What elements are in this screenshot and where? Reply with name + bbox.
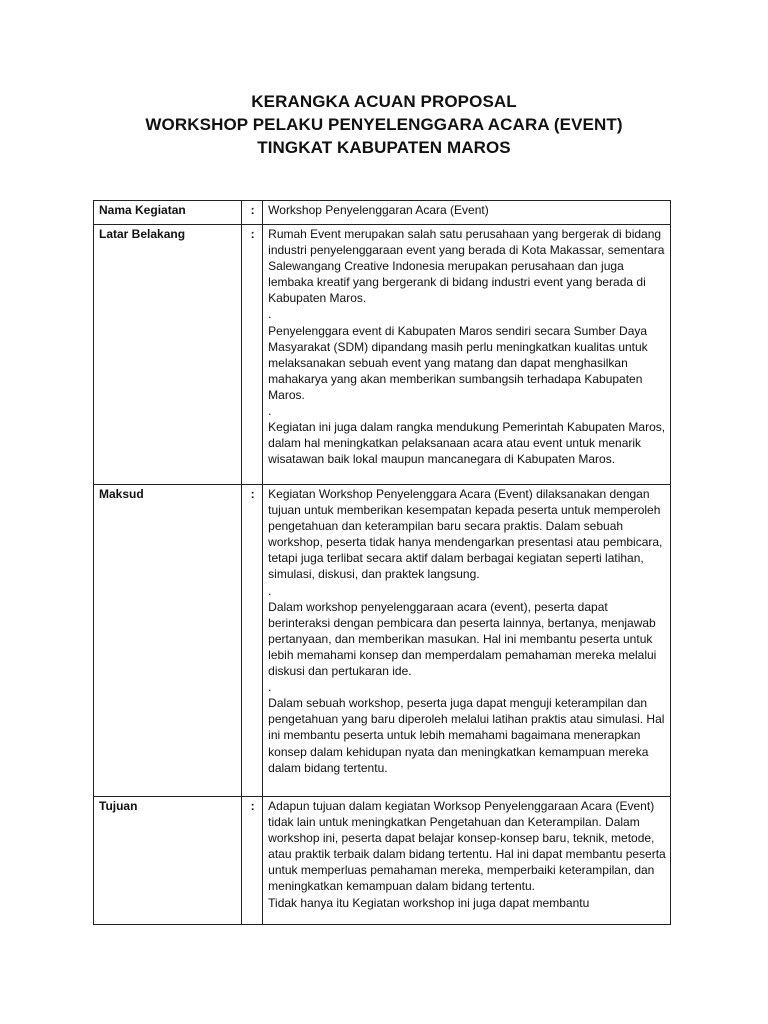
row-content: [263, 201, 671, 225]
paragraph: Kegiatan Workshop Penyelenggara Acara (Event) dilaksanakan dengan tujuan untuk memberikan kesempatan kepada peserta untuk memperoleh pengetahuan dan keterampilan baru secara praktis. Dalam sebuah workshop, peserta tidak hanya mendengarkan presentasi atau pembicara, tetapi juga terlibat secara aktif dalam berbagai kegiatan seperti latihan, simulasi, diskusi, dan praktek langsung.: [268, 487, 663, 582]
row-separator: :: [242, 797, 263, 925]
row-separator: :: [242, 201, 263, 225]
row-separator: :: [242, 225, 263, 485]
paragraph-separator: .: [268, 307, 272, 322]
paragraph: Penyelenggara event di Kabupaten Maros sendiri secara Sumber Daya Masyarakat (SDM) dipandang masih perlu meningkatkan kualitas untuk melaksanakan sebuah event yang matang dan dapat menghasilkan mahakarya yang akan memberikan sumbangsih terhadapa Kabupaten Maros.: [268, 323, 648, 402]
title-line-2: WORKSHOP PELAKU PENYELENGGARA ACARA (EVENT): [145, 115, 623, 134]
row-content: [263, 797, 671, 925]
row-label: Nama Kegiatan: [94, 201, 242, 225]
paragraph: Dalam sebuah workshop, peserta juga dapat menguji keterampilan dan pengetahuan yang baru diperoleh melalui latihan praktis atau simulasi. Hal ini membantu peserta untuk lebih memahami bagaimana menerapkan konsep dalam kehidupan nyata dan meningkatkan kemampuan mereka dalam bidang tertentu.: [268, 696, 665, 775]
paragraph: Adapun tujuan dalam kegiatan Worksop Penyelenggaraan Acara (Event) tidak lain untuk meningkatkan Pengetahuan dan Keterampilan. Dalam workshop ini, peserta dapat belajar konsep-konsep baru, teknik, metode, atau praktik terbaik dalam bidang tertentu. Hal ini dapat membantu peserta untuk memperluas pemahaman mereka, memperbaiki keterampilan, dan meningkatkan kemampuan dalam bidang tertentu.: [268, 799, 666, 894]
paragraph: Kegiatan ini juga dalam rangka mendukung Pemerintah Kabupaten Maros, dalam hal meningkatkan pelaksanaan acara atau event untuk menarik wisatawan baik lokal maupun mancanegara di Kabupaten Maros.: [268, 420, 666, 467]
paragraph: Workshop Penyelenggaran Acara (Event): [268, 203, 489, 217]
table-row: [94, 225, 671, 485]
table-row: [94, 797, 671, 925]
table-row: [94, 201, 671, 225]
title-line-3: TINGKAT KABUPATEN MAROS: [257, 138, 511, 157]
paragraph-separator: .: [268, 583, 272, 598]
paragraph-separator: .: [268, 680, 272, 695]
paragraph-separator: .: [268, 404, 272, 419]
row-label: Maksud: [94, 485, 242, 797]
row-label: Latar Belakang: [94, 225, 242, 485]
document-title: [0, 90, 768, 159]
row-separator: :: [242, 485, 263, 797]
row-label: Tujuan: [94, 797, 242, 925]
row-content: [263, 225, 671, 485]
paragraph: Rumah Event merupakan salah satu perusahaan yang bergerak di bidang industri penyelenggaraan event yang berada di Kota Makassar, sementara Salewangang Creative Indonesia merupakan perusahaan dan juga lembaka kreatif yang bergerank di bidang industri event yang berada di Kabupaten Maros.: [268, 227, 665, 306]
row-content: [263, 485, 671, 797]
paragraph: Tidak hanya itu Kegiatan workshop ini juga dapat membantu: [268, 895, 590, 910]
paragraph: Dalam workshop penyelenggaraan acara (event), peserta dapat berinteraksi dengan pembicara dan peserta lainnya, bertanya, menjawab pertanyaan, dan memberikan masukan. Hal ini membantu peserta untuk lebih memahami konsep dan memperdalam pemahaman mereka melalui diskusi dan pertukaran ide.: [268, 599, 657, 679]
title-line-1: KERANGKA ACUAN PROPOSAL: [251, 92, 517, 111]
terms-of-reference-table: [93, 200, 671, 925]
table-row: [94, 485, 671, 797]
